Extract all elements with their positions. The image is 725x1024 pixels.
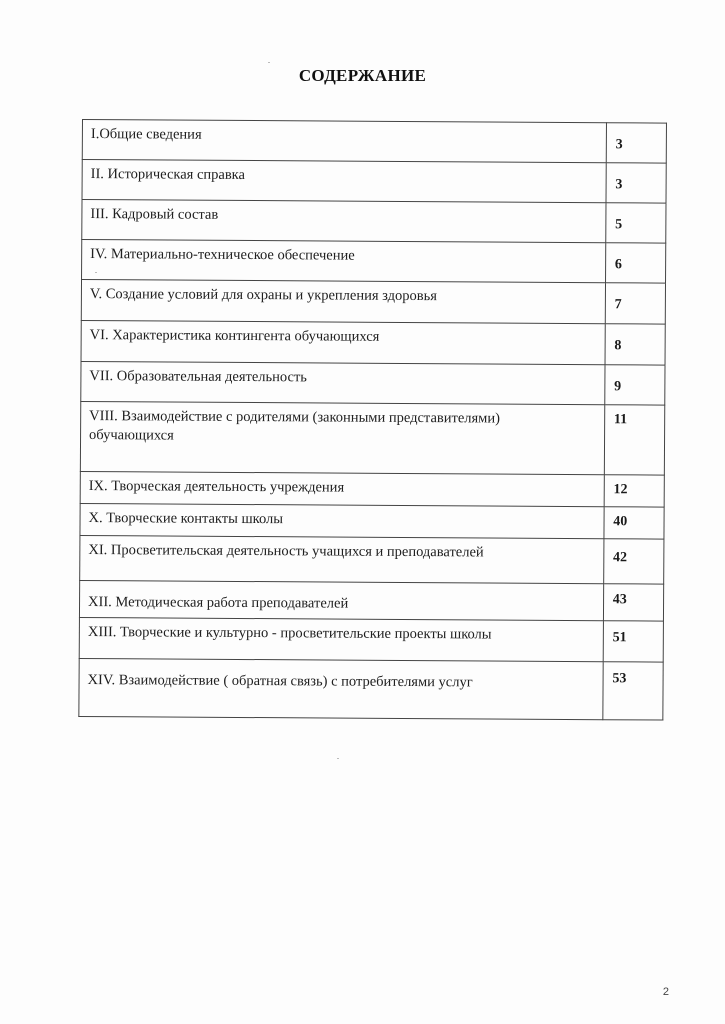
table-row [80,401,664,475]
toc-page-number: 5 [606,203,666,243]
toc-section-title: XII. Методическая работа преподавателей [79,580,603,620]
toc-page-number: 3 [606,163,666,203]
toc-page-number: 12 [604,475,664,507]
toc-section-title: I.Общие сведения [82,120,606,163]
toc-page-number: 51 [603,621,663,662]
table-row [82,120,666,164]
toc-section-title: III. Кадровый состав [82,200,606,243]
table-row [81,320,665,365]
page-number: 2 [662,986,669,998]
toc-page-number: 40 [604,507,664,539]
toc-page-number: 11 [604,405,665,475]
toc-section-title: II. Историческая справка [82,160,606,203]
toc-section-title: X. Творческие контакты школы [80,503,604,538]
table-of-contents [78,119,667,721]
toc-page-number: 53 [603,662,664,720]
table-row [80,503,664,539]
scan-speck [268,62,270,63]
toc-section-title: IX. Творческая деятельность учреждения [80,471,604,506]
toc-page-number: 9 [605,365,665,405]
page-title: СОДЕРЖАНИЕ [298,66,427,85]
toc-section-title: VI. Характеристика контингента обучающихся [81,320,605,364]
toc-page-number: 6 [605,243,665,283]
table-row [79,580,663,621]
table-row [80,471,664,507]
toc-section-title: IV. Материально-техническое обеспечение [82,240,606,283]
toc-section-title: XI. Просветительская деятельность учащихся и преподавателей [80,535,604,583]
toc-page-number: 3 [606,123,666,163]
table-row [82,160,666,204]
table-row [81,361,665,405]
table-row [81,280,665,325]
table-row [79,617,663,662]
toc-page-number: 7 [605,283,665,324]
toc-page-number: 42 [603,539,664,584]
toc-section-title: XIII. Творческие и культурно - просветительские проекты школы [79,617,603,661]
scan-speck [95,272,97,273]
toc-page-number: 8 [605,324,665,365]
toc-section-title: V. Создание условий для охраны и укрепления здоровья [81,280,605,324]
toc-page-number: 43 [603,584,663,621]
toc-section-title: VII. Образовательная деятельность [81,361,605,404]
toc-section-title: VIII. Взаимодействие с родителями (законными представителями) обучающихся [80,401,604,474]
table-row [82,240,666,284]
table-row [82,200,666,244]
scan-speck [337,758,339,759]
table-row [79,658,663,720]
toc-section-title: XIV. Взаимодействие ( обратная связь) с потребителями услуг [79,658,603,719]
table-row [80,535,664,584]
